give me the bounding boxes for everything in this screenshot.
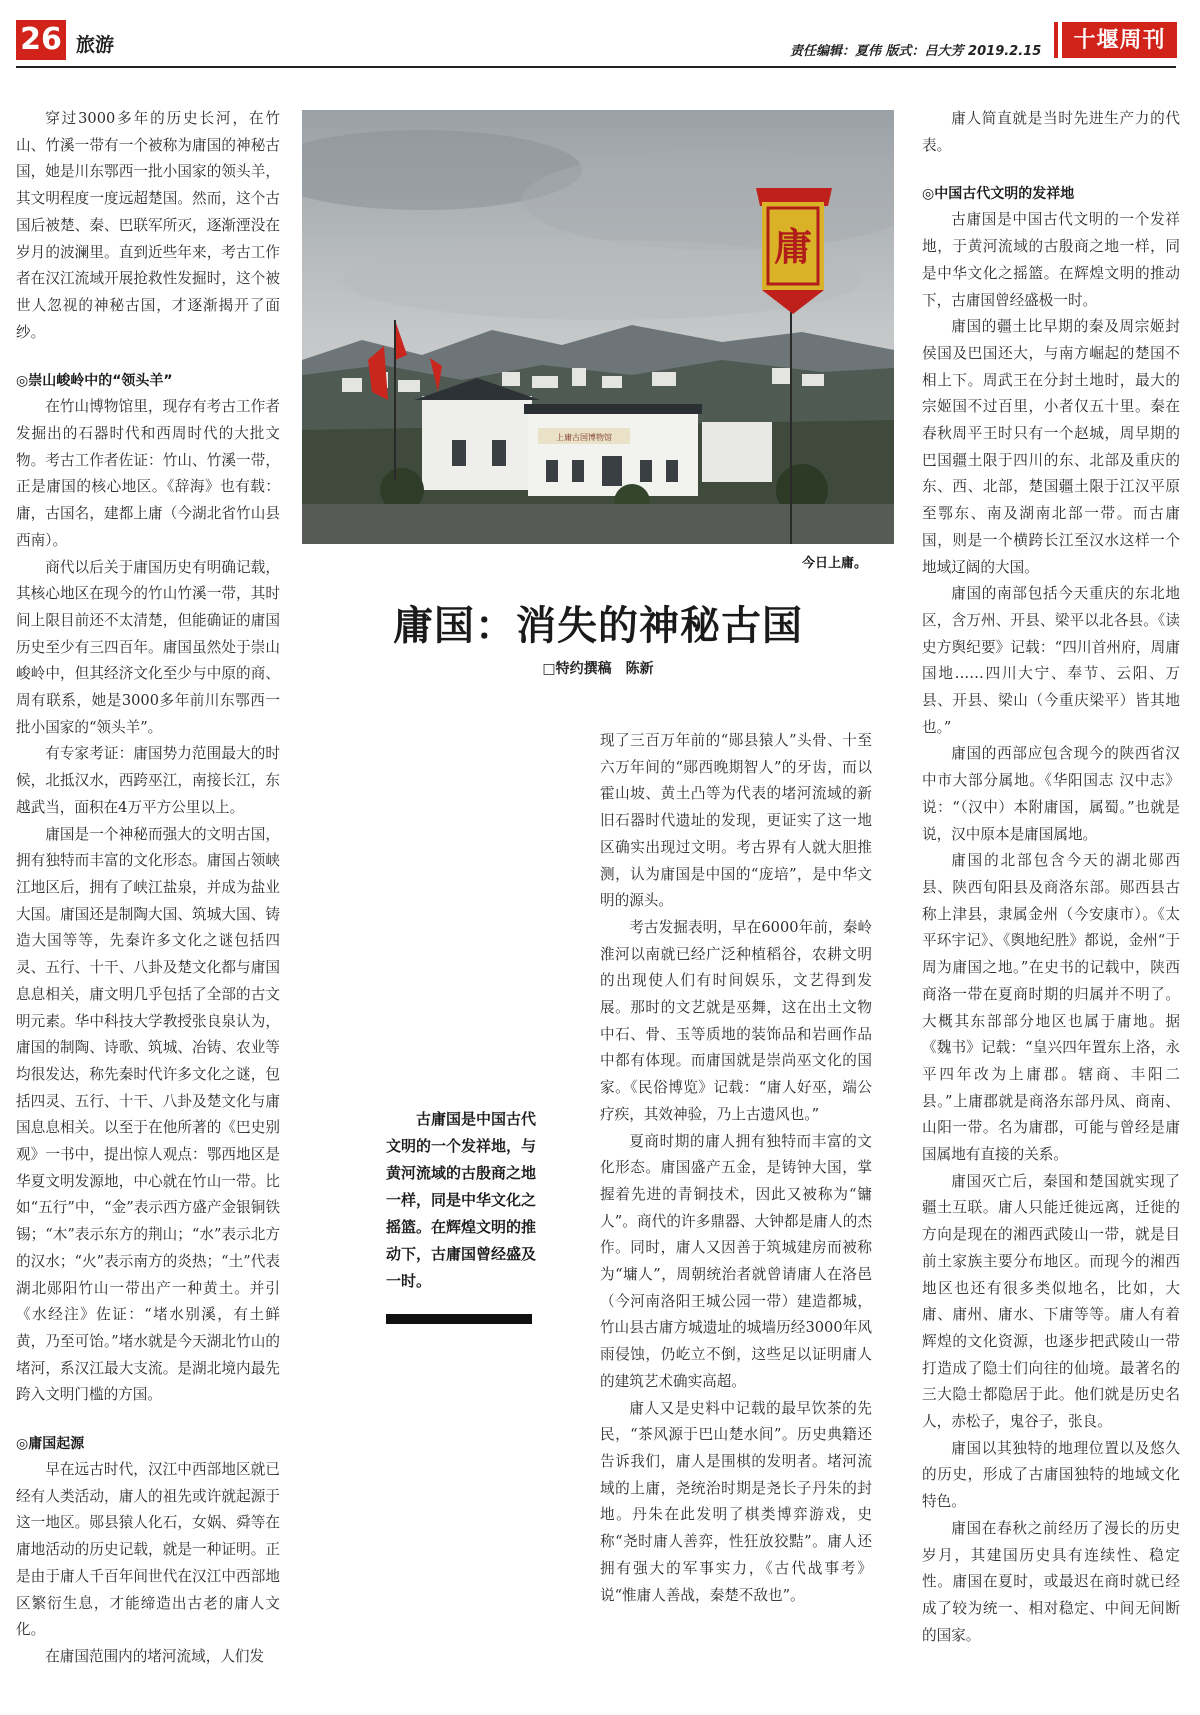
masthead-text: 十堰周刊	[1073, 27, 1166, 53]
subheading-leader: ◎崇山峻岭中的“领头羊”	[16, 373, 173, 390]
shangyong-photo	[302, 110, 894, 544]
paragraph: 庸国是一个神秘而强大的文明古国，拥有独特而丰富的文化形态。庸国占领峡江地区后，拥有了峡江盐泉，并成为盐业大国。庸国还是制陶大国、筑城大国、铸造大国等等，先秦许多文化之谜包括四灵、五行、十干、八卦及楚文化都与庸国息息相关，庸文明几乎包括了全部的古文明元素。华中科技大学教授张良泉认为，庸国的制陶、诗歌、筑城、冶铸、农业等均很发达，称先秦时代许多文化之谜，包括四灵、五行、十干、八卦及楚文化与庸国息息相关。以至于在他所著的《巴史别观》一书中，提出惊人观点：鄂西地区是华夏文明发源地，中心就在竹山一带。比如“五行”中，“金”表示西方盛产金银铜铁锡；“木”表示东方的荆山；“水”表示北方的汉水；“火”表示南方的炎热；“土”代表湖北郧阳竹山一带出产一种黄土。并引《水经注》佐证：“堵水别溪，有土鲜黄，乃至可饴。”堵水就是今天湖北竹山的堵河，系汉江最大支流。是湖北境内最先跨入文明门槛的方国。	[16, 825, 280, 1404]
paragraph: 庸国的北部包含今天的湖北郧西县、陕西旬阳县及商洛东部。郧西县古称上津县，隶属金州（今安康市）。《太平环宇记》、《舆地纪胜》都说，金州“于周为庸国之地。”在史书的记载中，陕西商洛一带在夏商时期的归属并不明了。大概其东部部分地区也属于庸地。据《魏书》记载：“皇兴四年置东上洛，永平四年改为上庸郡。辖商、丰阳二县。”上庸郡就是商洛东部丹凤、商南、山阳一带。名为庸郡，可能与曾经是庸国属地有直接的关系。	[922, 852, 1180, 1164]
article-column-4	[922, 106, 1180, 1649]
pull-quote-bar	[386, 1314, 532, 1324]
paragraph: 在竹山博物馆里，现存有考古工作者发掘出的石器时代和西周时代的大批文物。考古工作者佐证：竹山、竹溪一带，正是庸国的核心地区。《辞海》也有载：庸，古国名，建都上庸（今湖北省竹山县西南）。	[16, 398, 280, 549]
paragraph: 夏商时期的庸人拥有独特而丰富的文化形态。庸国盛产五金，是铸钟大国，掌握着先进的青铜技术，因此又被称为“镛人”。商代的许多鼎器、大钟都是庸人的杰作。同时，庸人又因善于筑城建房而被称为“墉人”，周朝统治者就曾请庸人在洛邑（今河南洛阳王城公园一带）建造都城，竹山县古庸方城遗址的城墙历经3000年风雨侵蚀，仍屹立不倒，这些足以证明庸人的建筑艺术确实高超。	[600, 1132, 872, 1390]
intro-paragraph: 穿过3000多年的历史长河，在竹山、竹溪一带有一个被称为庸国的神秘古国，她是川东鄂西一批小国家的领头羊，其文明程度一度远超楚国。然而，这个古国后被楚、秦、巴联军所灭，逐渐湮没在岁月的波澜里。直到近些年来，考古工作者在汉江流域开展抢救性发掘时，这个被世人忽视的神秘古国，才逐渐揭开了面纱。	[16, 110, 280, 341]
paragraph: 考古发掘表明，早在6000年前，秦岭淮河以南就已经广泛种植稻谷，农耕文明的出现使人们有时间娱乐，文艺得到发展。那时的文艺就是巫舞，这在出土文物中石、骨、玉等质地的装饰品和岩画作品中都有体现。而庸国就是崇尚巫文化的国家。《民俗博览》记载：“庸人好巫，端公疗疾，其效神验，乃上古遗风也。”	[600, 918, 872, 1123]
paragraph: 早在远古时代，汉江中西部地区就已经有人类活动，庸人的祖先或许就起源于这一地区。郧县猿人化石，女娲、舜等在庸地活动的历史记载，就是一种证明。正是由于庸人千百年间世代在汉江中西部地区繁衍生息，才能缔造出古老的庸人文化。	[16, 1461, 280, 1639]
masthead-logo	[1062, 22, 1177, 58]
editor-info: 责任编辑：夏伟 版式：吕大芳 2019.2.15	[790, 44, 1042, 59]
paragraph: 庸国的南部包括今天重庆的东北地区，含万州、开县、梁平以北各县。《读史方舆纪要》记载：“四川首州府，周庸国地……四川大宁、奉节、云阳、万县、开县、梁山（今重庆梁平）皆其地也。”	[922, 585, 1180, 736]
banner-character: 庸	[773, 224, 813, 269]
paragraph: 庸国灭亡后，秦国和楚国就实现了疆土互联。庸人只能迁徙远离，迁徙的方向是现在的湘西武陵山一带，就是目前土家族主要分布地区。而现今的湘西地区也还有很多类似地名，比如，大庸、庸州、庸水、下庸等等。庸人有着辉煌的文化资源，也逐步把武陵山一带打造成了隐士们向往的仙境。最著名的三大隐士都隐居于此。他们就是历史名人，赤松子，鬼谷子，张良。	[922, 1172, 1180, 1431]
paragraph: 有专家考证：庸国势力范围最大的时候，北抵汉水，西跨巫江，南接长江，东越武当，面积在4万平方公里以上。	[16, 745, 280, 816]
article-headline: 庸国：消失的神秘古国	[393, 603, 803, 649]
article-column-1	[16, 106, 280, 1671]
subheading-origin: ◎庸国起源	[16, 1436, 85, 1453]
paragraph: 庸国在春秋之前经历了漫长的历史岁月，其建国历史具有连续性、稳定性。庸国在夏时，或最迟在商时就已经成了较为统一、相对稳定、中间无间断的国家。	[922, 1519, 1180, 1644]
article-photo	[302, 110, 894, 544]
header-rule	[16, 66, 1176, 68]
article-byline: □特约撰稿 陈新	[542, 661, 654, 677]
page-number: 26	[16, 20, 66, 60]
paragraph: 现了三百万年前的“郧县猿人”头骨、十至六万年间的“郧西晚期智人”的牙齿，而以霍山坡、黄土凸等为代表的堵河流域的新旧石器时代遗址的发现，更证实了这一地区确实出现过文明。考古界有人就大胆推测，认为庸国是中国的“庞培”，是中华文明的源头。	[600, 732, 872, 910]
paragraph: 在庸国范围内的堵河流域，人们发	[45, 1647, 265, 1665]
paragraph: 商代以后关于庸国历史有明确记载，其核心地区在现今的竹山竹溪一带，其时间上限目前还不太清楚，但能确证的庸国历史至少有三四百年。庸国虽然处于崇山峻岭中，但其经济文化至少与中原的商、周有联系，她是3000多年前川东鄂西一批小国家的“领头羊”。	[16, 558, 280, 736]
paragraph: 庸国的疆土比早期的秦及周宗姬封侯国及巴国还大，与南方崛起的楚国不相上下。周武王在分封土地时，最大的宗姬国不过百里，小者仅五十里。秦在春秋周平王时只有一个赵城，周早期的巴国疆土限于四川的东、北部及重庆的东、西、北部，楚国疆土限于江汉平原至鄂东、南及湖南北部一带。而古庸国，则是一个横跨长江至汉水这样一个地域辽阔的大国。	[922, 318, 1180, 576]
building-sign: 上庸古国博物馆	[556, 433, 612, 442]
paragraph: 庸人简直就是当时先进生产力的代表。	[922, 110, 1180, 154]
page-header	[0, 0, 1200, 70]
section-title: 旅游	[76, 34, 115, 56]
paragraph: 庸国以其独特的地理位置以及悠久的历史，形成了古庸国独特的地域文化特色。	[922, 1439, 1180, 1511]
article-column-3	[600, 728, 872, 1609]
photo-caption: 今日上庸。	[802, 556, 868, 571]
paragraph: 庸国的西部应包含现今的陕西省汉中市大部分属地。《华阳国志 汉中志》说：“（汉中）本附庸国，属蜀。”也就是说，汉中原本是庸国属地。	[922, 745, 1180, 843]
paragraph: 庸人又是史料中记载的最早饮茶的先民，“茶风源于巴山楚水间”。历史典籍还告诉我们，庸人是围棋的发明者。堵河流域的上庸，尧统治时期是尧长子丹朱的封地。丹朱在此发明了棋类博弈游戏，史称“尧时庸人善弈，性狂放狡黠”。庸人还拥有强大的军事实力，《古代战事考》说“惟庸人善战，秦楚不敌也”。	[600, 1399, 872, 1604]
subheading-cradle: ◎中国古代文明的发祥地	[922, 186, 1075, 203]
paragraph: 古庸国是中国古代文明的一个发祥地，于黄河流域的古殷商之地一样，同是中华文化之摇篮。在辉煌文明的推动下，古庸国曾经盛极一时。	[922, 211, 1180, 309]
pull-quote: 古庸国是中国古代文明的一个发祥地，与黄河流域的古殷商之地一样，同是中华文化之摇篮。在辉煌文明的推动下，古庸国曾经盛及一时。	[386, 1110, 537, 1290]
